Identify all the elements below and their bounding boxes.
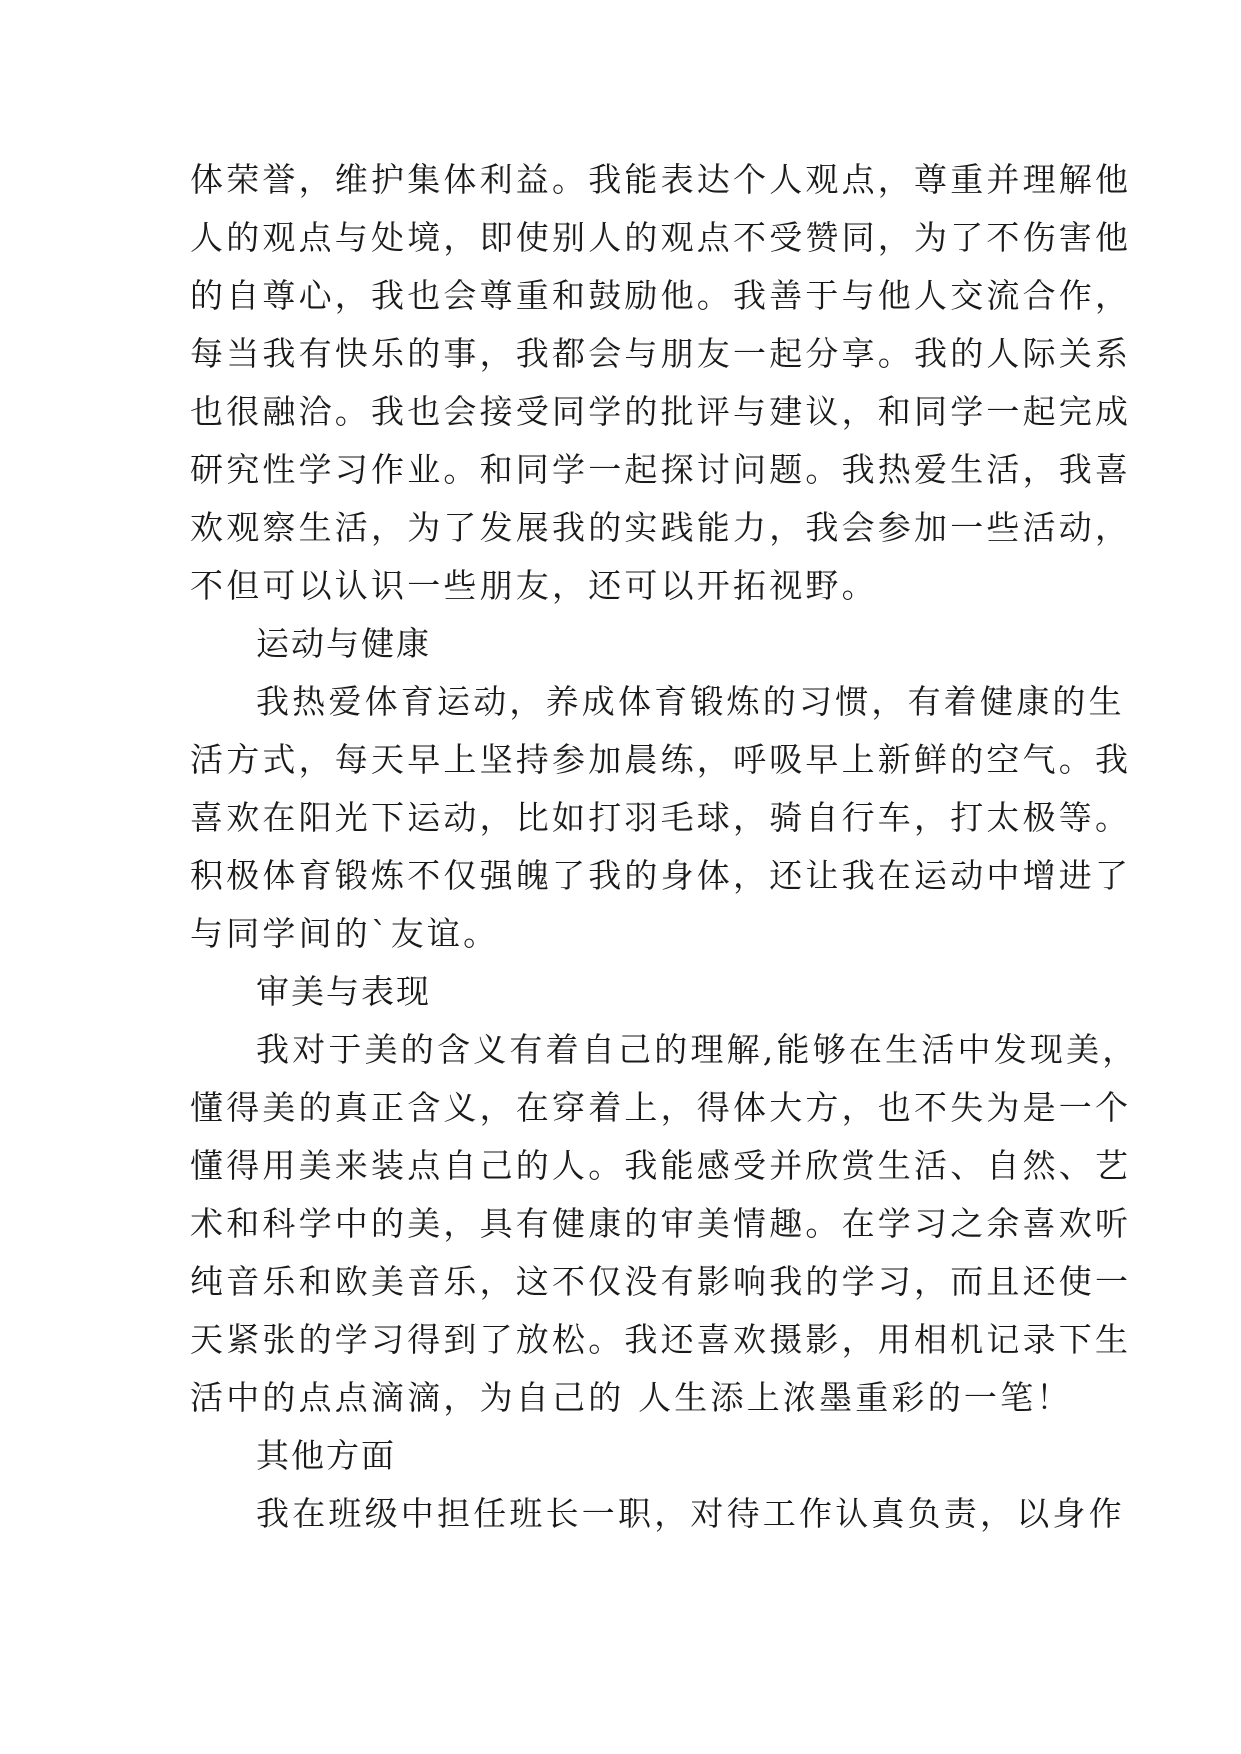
paragraph-line: 活方式，每天早上坚持参加晨练，呼吸早上新鲜的空气。我 (190, 740, 1132, 779)
section-heading-other: 其他方面 (256, 1436, 396, 1475)
paragraph-line: 也很融洽。我也会接受同学的批评与建议，和同学一起完成 (190, 392, 1132, 431)
paragraph-line: 术和科学中的美，具有健康的审美情趣。在学习之余喜欢听 (190, 1204, 1132, 1243)
paragraph-line: 积极体育锻炼不仅强魄了我的身体，还让我在运动中增进了 (190, 856, 1132, 895)
paragraph-line: 纯音乐和欧美音乐，这不仅没有影响我的学习，而且还使一 (190, 1262, 1132, 1301)
paragraph-line: 体荣誉，维护集体利益。我能表达个人观点，尊重并理解他 (190, 160, 1132, 199)
paragraph-line: 喜欢在阳光下运动，比如打羽毛球，骑自行车，打太极等。 (190, 798, 1132, 837)
paragraph-line: 的自尊心，我也会尊重和鼓励他。我善于与他人交流合作， (190, 276, 1132, 315)
paragraph-line: 活中的点点滴滴，为自己的 人生添上浓墨重彩的一笔！ (190, 1378, 1073, 1417)
section-heading-aesthetics: 审美与表现 (256, 972, 431, 1011)
section-heading-sports-health: 运动与健康 (256, 624, 431, 663)
paragraph-line: 与同学间的`友谊。 (190, 914, 500, 953)
paragraph-line: 人的观点与处境，即使别人的观点不受赞同，为了不伤害他 (190, 218, 1132, 257)
paragraph-first-line: 我热爱体育运动，养成体育锻炼的习惯，有着健康的生 (256, 682, 1125, 721)
paragraph-first-line: 我对于美的含义有着自己的理解,能够在生活中发现美， (256, 1030, 1139, 1069)
paragraph-line: 不但可以认识一些朋友，还可以开拓视野。 (190, 566, 878, 605)
paragraph-line: 懂得美的真正含义，在穿着上，得体大方，也不失为是一个 (190, 1088, 1132, 1127)
paragraph-first-line: 我在班级中担任班长一职，对待工作认真负责，以身作 (256, 1494, 1125, 1533)
paragraph-line: 每当我有快乐的事，我都会与朋友一起分享。我的人际关系 (190, 334, 1132, 373)
paragraph-line: 天紧张的学习得到了放松。我还喜欢摄影，用相机记录下生 (190, 1320, 1132, 1359)
paragraph-line: 研究性学习作业。和同学一起探讨问题。我热爱生活，我喜 (190, 450, 1132, 489)
paragraph-line: 懂得用美来装点自己的人。我能感受并欣赏生活、自然、艺 (190, 1146, 1132, 1185)
paragraph-line: 欢观察生活，为了发展我的实践能力，我会参加一些活动， (190, 508, 1132, 547)
